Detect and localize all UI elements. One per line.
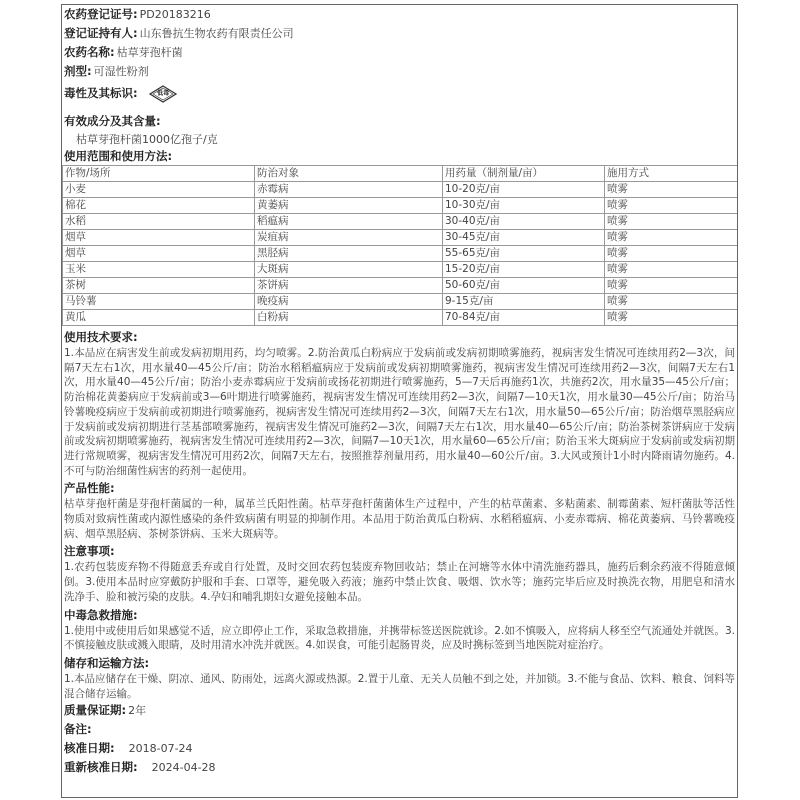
usage-target-cell: 茶饼病 — [255, 278, 443, 294]
holder-row — [62, 24, 737, 43]
usage-method-cell: 喷雾 — [605, 278, 738, 294]
usage-method-cell: 喷雾 — [605, 214, 738, 230]
usage-crop-cell: 烟草 — [63, 230, 255, 246]
usage-target-cell: 黄萎病 — [255, 198, 443, 214]
storage-heading — [62, 655, 737, 672]
usage-crop-cell: 玉米 — [63, 262, 255, 278]
precautions-heading — [62, 543, 737, 560]
toxicity-row — [62, 81, 737, 105]
approval-date-label: 核准日期: — [64, 741, 115, 756]
usage-table-row — [63, 294, 738, 310]
reapproval-date-label: 重新核准日期: — [64, 760, 138, 775]
usage-crop-cell: 棉花 — [63, 198, 255, 214]
storage-label: 储存和运输方法: — [64, 655, 150, 670]
usage-crop-cell: 烟草 — [63, 246, 255, 262]
performance-label: 产品性能: — [64, 481, 115, 496]
header-dosage: 用药量（制剂量/亩） — [443, 166, 605, 182]
usage-target-cell: 稻瘟病 — [255, 214, 443, 230]
usage-table — [62, 165, 738, 326]
usage-method-cell: 喷雾 — [605, 230, 738, 246]
usage-crop-cell: 马铃薯 — [63, 294, 255, 310]
usage-table-row — [63, 310, 738, 326]
pesticide-label-sheet — [61, 4, 738, 798]
usage-table-row — [63, 214, 738, 230]
formulation-row — [62, 62, 737, 81]
usage-target-cell: 白粉病 — [255, 310, 443, 326]
usage-method-cell: 喷雾 — [605, 262, 738, 278]
usage-dosage-cell: 30-45克/亩 — [443, 230, 605, 246]
usage-crop-cell: 黄瓜 — [63, 310, 255, 326]
usage-table-row — [63, 230, 738, 246]
precautions-text: 1.农药包装废弃物不得随意丢弃或自行处置，及时交回农药包装废弃物回收站；禁止在河塘等水体中清洗施药器具，施药后剩余药液不得随意倾倒。3.使用本品时应穿戴防护服和手套、口罩等，避免吸入药液；施药中禁止饮食、吸烟、饮水等；施药完毕后应及时换洗衣物，用肥皂和清水洗净手、脸和被污染的皮肤。4.孕妇和哺乳期妇女避免接触本品。 — [64, 561, 735, 603]
first-aid-label: 中毒急救措施: — [64, 607, 138, 622]
usage-dosage-cell: 50-60克/亩 — [443, 278, 605, 294]
technical-heading — [62, 329, 737, 346]
warranty-value: 2年 — [128, 704, 147, 718]
first-aid-text: 1.使用中或使用后如果感觉不适，应立即停止工作，采取急救措施，并携带标签送医院就诊。2.如不慎吸入，应将病人移至空气流通处并就医。3.不慎接触皮肤或溅入眼睛，及时用清水冲洗并就医。4.如误食，可能引起肠胃炎，应及时携标签到当地医院对症治疗。 — [64, 624, 735, 652]
approval-date-value: 2018-07-24 — [128, 742, 193, 756]
usage-target-cell: 大斑病 — [255, 262, 443, 278]
usage-target-cell: 晚疫病 — [255, 294, 443, 310]
holder-value: 山东鲁抗生物农药有限责任公司 — [139, 27, 294, 40]
usage-crop-cell: 水稻 — [63, 214, 255, 230]
holder-label: 登记证持有人: — [64, 26, 138, 40]
usage-heading — [62, 148, 737, 165]
pesticide-name-value: 枯草芽孢杆菌 — [116, 46, 183, 59]
low-toxicity-seal-icon — [149, 85, 177, 103]
usage-method-cell: 喷雾 — [605, 198, 738, 214]
formulation-value: 可湿性粉剂 — [93, 65, 149, 78]
remarks-label: 备注: — [64, 722, 92, 737]
usage-method-cell: 喷雾 — [605, 182, 738, 198]
storage-text: 1.本品应储存在干燥、阴凉、通风、防雨处，远离火源或热源。2.置于儿童、无关人员触不到之处，并加锁。3.不能与食品、饮料、粮食、饲料等混合储存运输。 — [64, 672, 735, 700]
usage-dosage-cell: 10-30克/亩 — [443, 198, 605, 214]
usage-table-row — [63, 246, 738, 262]
reapproval-date-row — [62, 758, 737, 777]
remarks-row — [62, 720, 737, 739]
reapproval-date-value: 2024-04-28 — [151, 761, 216, 775]
usage-label: 使用范围和使用方法: — [64, 149, 173, 163]
usage-table-row — [63, 278, 738, 294]
usage-dosage-cell: 9-15克/亩 — [443, 294, 605, 310]
usage-dosage-cell: 10-20克/亩 — [443, 182, 605, 198]
warranty-row — [62, 701, 737, 720]
pesticide-name-label: 农药名称: — [64, 45, 115, 59]
ingredient-heading — [62, 112, 737, 131]
usage-target-cell: 炭疽病 — [255, 230, 443, 246]
header-method: 施用方式 — [605, 166, 738, 182]
usage-target-cell: 赤霉病 — [255, 182, 443, 198]
usage-crop-cell: 小麦 — [63, 182, 255, 198]
toxicity-seal-text: 低毒 — [157, 90, 170, 97]
registration-number-row — [62, 5, 737, 24]
approval-date-row — [62, 739, 737, 758]
usage-dosage-cell: 15-20克/亩 — [443, 262, 605, 278]
performance-heading — [62, 480, 737, 497]
first-aid-heading — [62, 607, 737, 624]
toxicity-label: 毒性及其标识: — [64, 86, 138, 100]
ingredient-label: 有效成分及其含量: — [64, 114, 161, 128]
usage-table-row — [63, 198, 738, 214]
usage-method-cell: 喷雾 — [605, 294, 738, 310]
technical-label: 使用技术要求: — [64, 330, 138, 344]
header-target: 防治对象 — [255, 166, 443, 182]
usage-table-row — [63, 262, 738, 278]
performance-text: 枯草芽孢杆菌是芽孢杆菌属的一种，属革兰氏阳性菌。枯草芽孢杆菌菌体生产过程中，产生的枯草菌素、多粘菌素、制霉菌素、短杆菌肽等活性物质对致病性菌或内源性感染的条件致病菌有明显的抑制作用。本品用于防治黄瓜白粉病、水稻稻瘟病、小麦赤霉病、棉花黄萎病、马铃薯晚疫病、烟草黑胫病、茶树茶饼病、玉米大斑病等。 — [64, 498, 735, 540]
ingredient-value: 枯草芽孢杆菌1000亿孢子/克 — [76, 133, 218, 146]
usage-target-cell: 黑胫病 — [255, 246, 443, 262]
header-crop: 作物/场所 — [63, 166, 255, 182]
precautions-label: 注意事项: — [64, 544, 115, 559]
registration-number-label: 农药登记证号: — [64, 7, 138, 21]
usage-dosage-cell: 30-40克/亩 — [443, 214, 605, 230]
pesticide-name-row — [62, 43, 737, 62]
usage-dosage-cell: 70-84克/亩 — [443, 310, 605, 326]
warranty-label: 质量保证期: — [64, 703, 127, 718]
usage-dosage-cell: 55-65克/亩 — [443, 246, 605, 262]
usage-method-cell: 喷雾 — [605, 246, 738, 262]
registration-number-value: PD20183216 — [139, 8, 211, 21]
usage-crop-cell: 茶树 — [63, 278, 255, 294]
technical-text: 1.本品应在病害发生前或发病初期用药，均匀喷雾。2.防治黄瓜白粉病应于发病前或发病初期喷雾施药，视病害发生情况可连续用药2—3次，间隔7天左右1次，用水量40—45公斤/亩；防治水稻稻瘟病应于发病前或发病初期喷雾施药，视病害发生情况可连续用药2—3次，间隔7天左右1次，用水量40—45公斤/亩；防治小麦赤霉病应于发病前或扬花初期进行喷雾施药，5—7天后再施药1次，共施药2次，用水量35—45公斤/亩；防治棉花黄萎病应于发病前或3—6叶期进行喷雾施药，视病害发生情况可连续用药2—3次，间隔7—10天1次，用水量30—45公斤/亩；防治马铃薯晚疫病应于发病前或初期进行喷雾施药，视病害发生情况可连续用药2—3次，间隔7天左右1次，用水量50—65公斤/亩；防治烟草黑胫病应于发病前或发病初期进行茎基部喷雾施药，视病害发生情况可施药2—3次，间隔7天左右1次，用水量40—65公斤/亩；防治茶树茶饼病应于发病前或发病初期喷雾施药，视病害发生情况可连续用药2—3次，间隔7—10天1次，用水量60—65公斤/亩；防治玉米大斑病应于发病前或发病初期进行常规喷雾，视病害发生情况可用药2次，间隔7天左右，按照推荐剂量用药，用水量40—60公斤/亩。3.大风或预计1小时内降雨请勿施药。4.不可与防治细菌性病害的药剂一起使用。 — [64, 347, 735, 477]
usage-method-cell: 喷雾 — [605, 310, 738, 326]
formulation-label: 剂型: — [64, 64, 92, 78]
usage-table-row — [63, 182, 738, 198]
usage-table-header-row — [63, 166, 738, 182]
